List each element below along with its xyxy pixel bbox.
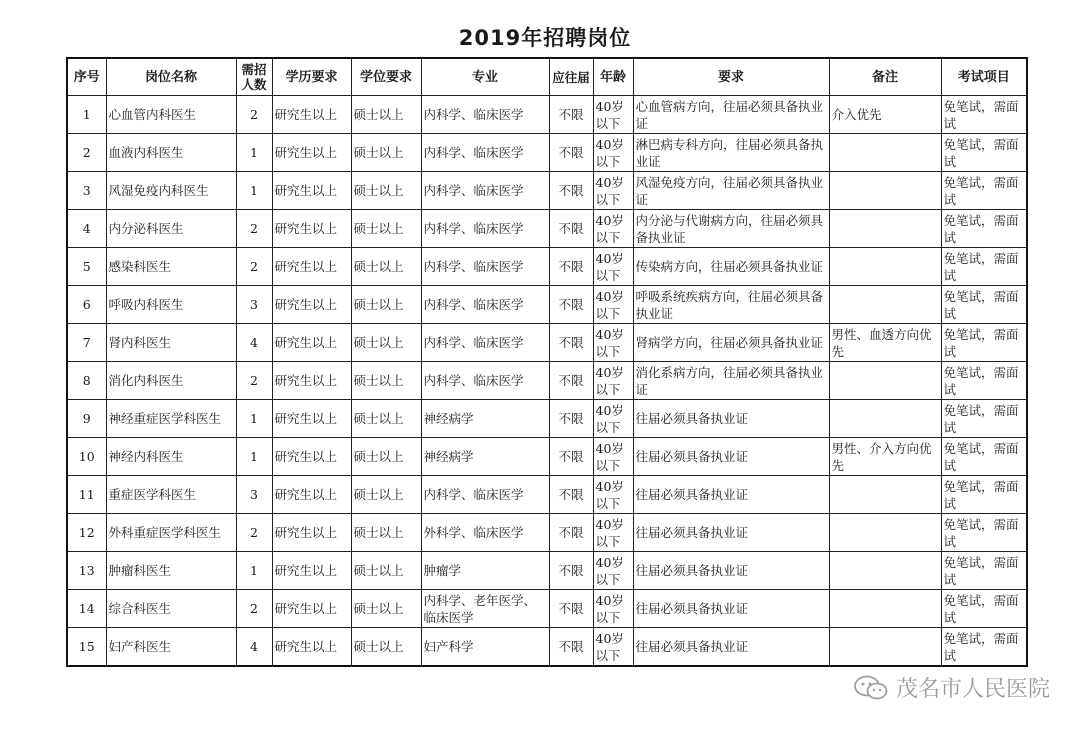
remarks-cell <box>829 286 941 324</box>
table-row <box>67 134 1027 172</box>
headcount-cell: 1 <box>236 438 272 476</box>
row-number-cell: 3 <box>67 172 106 210</box>
degree-requirement-cell: 硕士以上 <box>351 248 421 286</box>
position-name-cell: 内分泌科医生 <box>106 210 236 248</box>
column-header: 备注 <box>829 58 941 96</box>
degree-requirement-cell: 硕士以上 <box>351 324 421 362</box>
position-name-cell: 风湿免疫内科医生 <box>106 172 236 210</box>
remarks-cell: 男性、介入方向优先 <box>829 438 941 476</box>
table-header-row <box>67 58 1027 96</box>
graduate-status-cell: 不限 <box>549 134 593 172</box>
age-limit-cell: 40岁以下 <box>593 438 633 476</box>
position-name-cell: 血液内科医生 <box>106 134 236 172</box>
major-cell: 肿瘤学 <box>421 552 549 590</box>
education-requirement-cell: 研究生以上 <box>272 324 351 362</box>
headcount-cell: 2 <box>236 248 272 286</box>
education-requirement-cell: 研究生以上 <box>272 476 351 514</box>
education-requirement-cell: 研究生以上 <box>272 590 351 628</box>
row-number-cell: 7 <box>67 324 106 362</box>
row-number-cell: 14 <box>67 590 106 628</box>
requirements-cell: 传染病方向，往届必须具备执业证 <box>633 248 829 286</box>
headcount-cell: 2 <box>236 96 272 134</box>
column-header: 年龄 <box>593 58 633 96</box>
remarks-cell <box>829 362 941 400</box>
headcount-cell: 3 <box>236 286 272 324</box>
degree-requirement-cell: 硕士以上 <box>351 172 421 210</box>
exam-items-cell: 免笔试，需面试 <box>941 96 1027 134</box>
position-name-cell: 综合科医生 <box>106 590 236 628</box>
requirements-cell: 心血管病方向，往届必须具备执业证 <box>633 96 829 134</box>
column-header: 考试项目 <box>941 58 1027 96</box>
remarks-cell: 介入优先 <box>829 96 941 134</box>
graduate-status-cell: 不限 <box>549 400 593 438</box>
row-number-cell: 2 <box>67 134 106 172</box>
exam-items-cell: 免笔试，需面试 <box>941 628 1027 667</box>
column-header: 学位要求 <box>351 58 421 96</box>
major-cell: 内科学、老年医学、临床医学 <box>421 590 549 628</box>
age-limit-cell: 40岁以下 <box>593 172 633 210</box>
exam-items-cell: 免笔试，需面试 <box>941 514 1027 552</box>
major-cell: 神经病学 <box>421 400 549 438</box>
education-requirement-cell: 研究生以上 <box>272 134 351 172</box>
major-cell: 外科学、临床医学 <box>421 514 549 552</box>
exam-items-cell: 免笔试，需面试 <box>941 210 1027 248</box>
graduate-status-cell: 不限 <box>549 324 593 362</box>
education-requirement-cell: 研究生以上 <box>272 438 351 476</box>
column-header: 应往届 <box>549 58 593 96</box>
requirements-cell: 风湿免疫方向，往届必须具备执业证 <box>633 172 829 210</box>
major-cell: 内科学、临床医学 <box>421 248 549 286</box>
table-row <box>67 286 1027 324</box>
graduate-status-cell: 不限 <box>549 628 593 667</box>
graduate-status-cell: 不限 <box>549 172 593 210</box>
table-row <box>67 210 1027 248</box>
table-row <box>67 552 1027 590</box>
position-name-cell: 肾内科医生 <box>106 324 236 362</box>
education-requirement-cell: 研究生以上 <box>272 172 351 210</box>
major-cell: 内科学、临床医学 <box>421 476 549 514</box>
graduate-status-cell: 不限 <box>549 476 593 514</box>
row-number-cell: 4 <box>67 210 106 248</box>
education-requirement-cell: 研究生以上 <box>272 400 351 438</box>
column-header: 需招人数 <box>236 58 272 96</box>
graduate-status-cell: 不限 <box>549 286 593 324</box>
row-number-cell: 6 <box>67 286 106 324</box>
table-row <box>67 400 1027 438</box>
graduate-status-cell: 不限 <box>549 210 593 248</box>
headcount-cell: 3 <box>236 476 272 514</box>
age-limit-cell: 40岁以下 <box>593 248 633 286</box>
exam-items-cell: 免笔试，需面试 <box>941 400 1027 438</box>
requirements-cell: 往届必须具备执业证 <box>633 514 829 552</box>
position-name-cell: 心血管内科医生 <box>106 96 236 134</box>
age-limit-cell: 40岁以下 <box>593 590 633 628</box>
requirements-cell: 往届必须具备执业证 <box>633 590 829 628</box>
age-limit-cell: 40岁以下 <box>593 362 633 400</box>
remarks-cell <box>829 210 941 248</box>
requirements-cell: 淋巴病专科方向，往届必须具备执业证 <box>633 134 829 172</box>
degree-requirement-cell: 硕士以上 <box>351 438 421 476</box>
requirements-cell: 往届必须具备执业证 <box>633 552 829 590</box>
headcount-cell: 4 <box>236 324 272 362</box>
requirements-cell: 往届必须具备执业证 <box>633 628 829 667</box>
headcount-cell: 1 <box>236 552 272 590</box>
row-number-cell: 10 <box>67 438 106 476</box>
graduate-status-cell: 不限 <box>549 514 593 552</box>
recruitment-table <box>66 57 1028 667</box>
row-number-cell: 8 <box>67 362 106 400</box>
position-name-cell: 消化内科医生 <box>106 362 236 400</box>
position-name-cell: 外科重症医学科医生 <box>106 514 236 552</box>
position-name-cell: 呼吸内科医生 <box>106 286 236 324</box>
remarks-cell <box>829 248 941 286</box>
graduate-status-cell: 不限 <box>549 438 593 476</box>
requirements-cell: 消化系病方向，往届必须具备执业证 <box>633 362 829 400</box>
major-cell: 内科学、临床医学 <box>421 286 549 324</box>
remarks-cell <box>829 476 941 514</box>
degree-requirement-cell: 硕士以上 <box>351 362 421 400</box>
degree-requirement-cell: 硕士以上 <box>351 628 421 667</box>
row-number-cell: 5 <box>67 248 106 286</box>
education-requirement-cell: 研究生以上 <box>272 286 351 324</box>
remarks-cell <box>829 514 941 552</box>
education-requirement-cell: 研究生以上 <box>272 248 351 286</box>
graduate-status-cell: 不限 <box>549 552 593 590</box>
requirements-cell: 肾病学方向，往届必须具备执业证 <box>633 324 829 362</box>
table-row <box>67 362 1027 400</box>
major-cell: 内科学、临床医学 <box>421 172 549 210</box>
education-requirement-cell: 研究生以上 <box>272 628 351 667</box>
education-requirement-cell: 研究生以上 <box>272 552 351 590</box>
major-cell: 内科学、临床医学 <box>421 324 549 362</box>
major-cell: 内科学、临床医学 <box>421 134 549 172</box>
table-row <box>67 514 1027 552</box>
headcount-cell: 1 <box>236 400 272 438</box>
requirements-cell: 内分泌与代谢病方向，往届必须具备执业证 <box>633 210 829 248</box>
column-header: 要求 <box>633 58 829 96</box>
position-name-cell: 神经内科医生 <box>106 438 236 476</box>
remarks-cell <box>829 134 941 172</box>
table-row <box>67 476 1027 514</box>
age-limit-cell: 40岁以下 <box>593 134 633 172</box>
remarks-cell <box>829 400 941 438</box>
age-limit-cell: 40岁以下 <box>593 476 633 514</box>
age-limit-cell: 40岁以下 <box>593 286 633 324</box>
exam-items-cell: 免笔试，需面试 <box>941 362 1027 400</box>
graduate-status-cell: 不限 <box>549 362 593 400</box>
column-header: 序号 <box>67 58 106 96</box>
column-header: 岗位名称 <box>106 58 236 96</box>
exam-items-cell: 免笔试，需面试 <box>941 134 1027 172</box>
exam-items-cell: 免笔试，需面试 <box>941 248 1027 286</box>
position-name-cell: 肿瘤科医生 <box>106 552 236 590</box>
education-requirement-cell: 研究生以上 <box>272 362 351 400</box>
headcount-cell: 2 <box>236 210 272 248</box>
degree-requirement-cell: 硕士以上 <box>351 552 421 590</box>
degree-requirement-cell: 硕士以上 <box>351 590 421 628</box>
remarks-cell <box>829 628 941 667</box>
page-title: 2019年招聘岗位 <box>458 26 632 50</box>
table-row <box>67 628 1027 667</box>
exam-items-cell: 免笔试，需面试 <box>941 438 1027 476</box>
major-cell: 妇产科学 <box>421 628 549 667</box>
age-limit-cell: 40岁以下 <box>593 400 633 438</box>
remarks-cell <box>829 552 941 590</box>
row-number-cell: 11 <box>67 476 106 514</box>
remarks-cell <box>829 172 941 210</box>
remarks-cell <box>829 590 941 628</box>
position-name-cell: 神经重症医学科医生 <box>106 400 236 438</box>
wechat-icon <box>854 675 888 701</box>
row-number-cell: 9 <box>67 400 106 438</box>
degree-requirement-cell: 硕士以上 <box>351 96 421 134</box>
watermark <box>854 672 1050 703</box>
degree-requirement-cell: 硕士以上 <box>351 400 421 438</box>
headcount-cell: 4 <box>236 628 272 667</box>
row-number-cell: 13 <box>67 552 106 590</box>
degree-requirement-cell: 硕士以上 <box>351 286 421 324</box>
education-requirement-cell: 研究生以上 <box>272 514 351 552</box>
exam-items-cell: 免笔试，需面试 <box>941 286 1027 324</box>
headcount-cell: 1 <box>236 134 272 172</box>
exam-items-cell: 免笔试，需面试 <box>941 476 1027 514</box>
education-requirement-cell: 研究生以上 <box>272 210 351 248</box>
exam-items-cell: 免笔试，需面试 <box>941 590 1027 628</box>
column-header: 学历要求 <box>272 58 351 96</box>
headcount-cell: 2 <box>236 590 272 628</box>
headcount-cell: 1 <box>236 172 272 210</box>
exam-items-cell: 免笔试，需面试 <box>941 552 1027 590</box>
position-name-cell: 妇产科医生 <box>106 628 236 667</box>
requirements-cell: 往届必须具备执业证 <box>633 438 829 476</box>
education-requirement-cell: 研究生以上 <box>272 96 351 134</box>
table-row <box>67 96 1027 134</box>
table-row <box>67 324 1027 362</box>
major-cell: 内科学、临床医学 <box>421 362 549 400</box>
requirements-cell: 呼吸系统疾病方向，往届必须具备执业证 <box>633 286 829 324</box>
row-number-cell: 1 <box>67 96 106 134</box>
watermark-text: 茂名市人民医院 <box>895 677 1050 702</box>
requirements-cell: 往届必须具备执业证 <box>633 476 829 514</box>
major-cell: 内科学、临床医学 <box>421 96 549 134</box>
degree-requirement-cell: 硕士以上 <box>351 476 421 514</box>
graduate-status-cell: 不限 <box>549 96 593 134</box>
headcount-cell: 2 <box>236 514 272 552</box>
major-cell: 内科学、临床医学 <box>421 210 549 248</box>
degree-requirement-cell: 硕士以上 <box>351 514 421 552</box>
degree-requirement-cell: 硕士以上 <box>351 134 421 172</box>
degree-requirement-cell: 硕士以上 <box>351 210 421 248</box>
exam-items-cell: 免笔试，需面试 <box>941 172 1027 210</box>
column-header: 专业 <box>421 58 549 96</box>
graduate-status-cell: 不限 <box>549 248 593 286</box>
table-row <box>67 590 1027 628</box>
age-limit-cell: 40岁以下 <box>593 96 633 134</box>
exam-items-cell: 免笔试，需面试 <box>941 324 1027 362</box>
age-limit-cell: 40岁以下 <box>593 324 633 362</box>
age-limit-cell: 40岁以下 <box>593 210 633 248</box>
position-name-cell: 感染科医生 <box>106 248 236 286</box>
table-row <box>67 438 1027 476</box>
headcount-cell: 2 <box>236 362 272 400</box>
table-row <box>67 172 1027 210</box>
row-number-cell: 15 <box>67 628 106 667</box>
requirements-cell: 往届必须具备执业证 <box>633 400 829 438</box>
age-limit-cell: 40岁以下 <box>593 552 633 590</box>
row-number-cell: 12 <box>67 514 106 552</box>
age-limit-cell: 40岁以下 <box>593 514 633 552</box>
graduate-status-cell: 不限 <box>549 590 593 628</box>
major-cell: 神经病学 <box>421 438 549 476</box>
age-limit-cell: 40岁以下 <box>593 628 633 667</box>
position-name-cell: 重症医学科医生 <box>106 476 236 514</box>
remarks-cell: 男性、血透方向优先 <box>829 324 941 362</box>
table-row <box>67 248 1027 286</box>
